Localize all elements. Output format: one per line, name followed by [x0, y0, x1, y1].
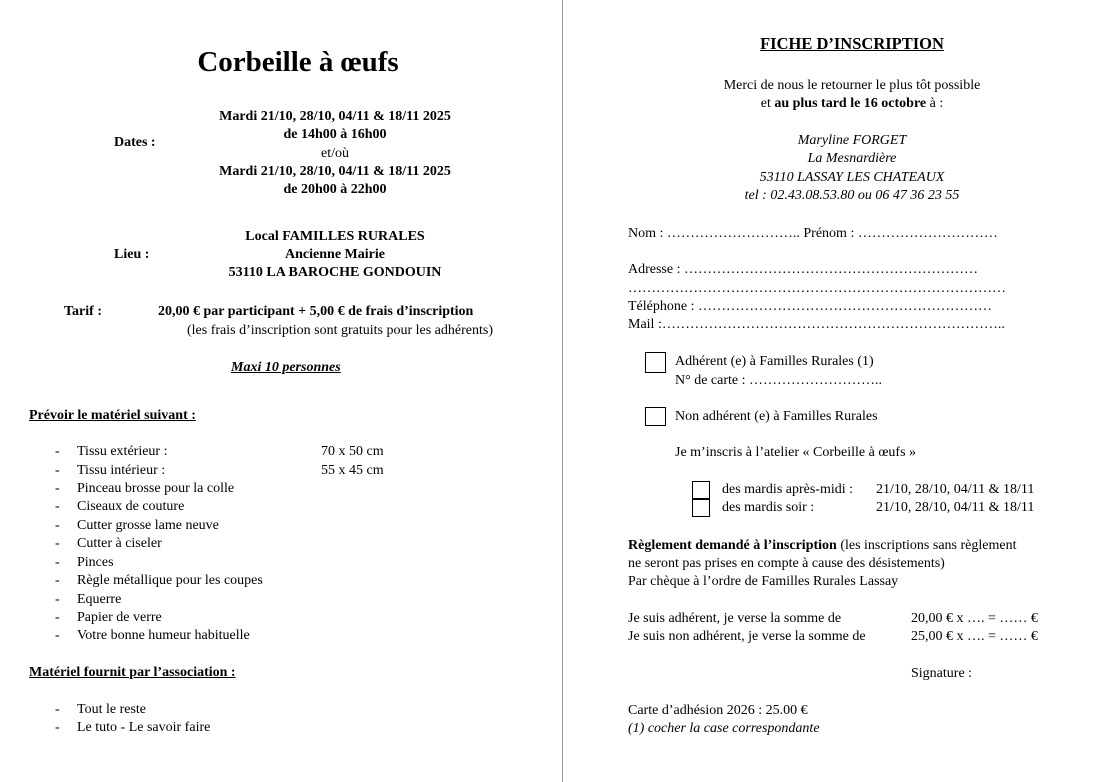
- option-apres-midi-checkbox[interactable]: [692, 481, 710, 499]
- form-title: FICHE D’INSCRIPTION: [760, 34, 944, 53]
- adresse-field-2[interactable]: ………………………………………………………………………: [628, 281, 1006, 296]
- nom-prenom-field[interactable]: Nom : ……………………….. Prénom : …………………………: [628, 226, 998, 241]
- carte-number-field[interactable]: N° de carte : ………………………..: [675, 373, 883, 388]
- list-item-dimension: 70 x 50 cm: [321, 444, 384, 459]
- non-adherent-label: Non adhérent (e) à Familles Rurales: [675, 409, 878, 424]
- date-line: et/où: [321, 146, 349, 161]
- telephone-field[interactable]: Téléphone : ………………………………………………………: [628, 299, 992, 314]
- list-item: Règle métallique pour les coupes: [77, 573, 263, 588]
- date-line: Mardi 21/10, 28/10, 04/11 & 18/11 2025: [219, 109, 451, 124]
- list-item: Ciseaux de couture: [77, 499, 185, 514]
- list-item: Le tuto - Le savoir faire: [77, 720, 211, 735]
- bullet: -: [55, 481, 60, 496]
- list-item: Tout le reste: [77, 702, 146, 717]
- dates-label: Dates :: [114, 135, 156, 150]
- reglement-text: (les inscriptions sans règlement: [836, 538, 1017, 553]
- adresse-field[interactable]: Adresse : ………………………………………………………: [628, 262, 978, 277]
- contact-name: Maryline FORGET: [797, 133, 907, 148]
- list-item-dimension: 55 x 45 cm: [321, 463, 384, 478]
- bullet: -: [55, 555, 60, 570]
- non-adherent-checkbox[interactable]: [645, 407, 666, 426]
- bullet: -: [55, 610, 60, 625]
- intro-suffix: à :: [926, 96, 944, 111]
- inscription-line: Je m’inscris à l’atelier « Corbeille à œufs »: [675, 445, 917, 460]
- option-apres-midi-label: des mardis après-midi :: [722, 482, 854, 497]
- contact-line: 53110 LASSAY LES CHATEAUX: [759, 170, 945, 185]
- bullet: -: [55, 518, 60, 533]
- tarif-value: 20,00 € par participant + 5,00 € de frais d’inscription: [158, 304, 474, 319]
- bullet: -: [55, 573, 60, 588]
- mail-field[interactable]: Mail :………………………………………………………………..: [628, 317, 1005, 332]
- signature-label[interactable]: Signature :: [911, 666, 973, 681]
- non-adherent-payment-line: Je suis non adhérent, je verse la somme de: [628, 629, 866, 644]
- option-soir-dates: 21/10, 28/10, 04/11 & 18/11: [876, 500, 1035, 515]
- bullet: -: [55, 628, 60, 643]
- reglement-line-3: Par chèque à l’ordre de Familles Rurales Lassay: [628, 574, 899, 589]
- carte-adhesion-price: Carte d’adhésion 2026 : 25.00 €: [628, 703, 808, 718]
- option-soir-label: des mardis soir :: [722, 500, 815, 515]
- list-item: Tissu intérieur :: [77, 463, 166, 478]
- intro-prefix: et: [760, 96, 775, 111]
- contact-phone: tel : 02.43.08.53.80 ou 06 47 36 23 55: [744, 188, 960, 203]
- adherent-label: Adhérent (e) à Familles Rurales (1): [675, 354, 874, 369]
- adherent-payment-line: Je suis adhérent, je verse la somme de: [628, 611, 842, 626]
- intro-line-2: [652, 95, 1052, 113]
- intro-line-1: Merci de nous le retourner le plus tôt possible: [723, 78, 981, 93]
- non-adherent-payment-amount[interactable]: 25,00 € x …. = …… €: [911, 629, 1038, 644]
- lieu-line: 53110 LA BAROCHE GONDOUIN: [228, 265, 442, 280]
- option-soir-checkbox[interactable]: [692, 499, 710, 517]
- maxi-personnes: Maxi 10 personnes: [231, 360, 341, 375]
- list-item: Papier de verre: [77, 610, 162, 625]
- bullet: -: [55, 702, 60, 717]
- date-line: de 14h00 à 16h00: [283, 127, 387, 142]
- list-item: Pinceau brosse pour la colle: [77, 481, 235, 496]
- reglement-heading: Règlement demandé à l’inscription: [628, 538, 837, 553]
- lieu-label: Lieu :: [114, 247, 150, 262]
- tarif-note: (les frais d’inscription sont gratuits pour les adhérents): [187, 323, 493, 338]
- list-item: Equerre: [77, 592, 122, 607]
- bullet: -: [55, 463, 60, 478]
- date-line: Mardi 21/10, 28/10, 04/11 & 18/11 2025: [219, 164, 451, 179]
- materiel-title: Prévoir le matériel suivant :: [29, 408, 196, 423]
- list-item: Cutter grosse lame neuve: [77, 518, 219, 533]
- page-divider: [562, 0, 563, 782]
- deadline: au plus tard le 16 octobre: [774, 96, 927, 111]
- option-apres-midi-dates: 21/10, 28/10, 04/11 & 18/11: [876, 482, 1035, 497]
- adherent-checkbox[interactable]: [645, 352, 666, 373]
- list-item: Pinces: [77, 555, 114, 570]
- list-item: Cutter à ciseler: [77, 536, 162, 551]
- contact-line: La Mesnardière: [807, 151, 897, 166]
- list-item: Tissu extérieur :: [77, 444, 168, 459]
- page-title: Corbeille à œufs: [197, 46, 399, 78]
- bullet: -: [55, 499, 60, 514]
- reglement-line-2: ne seront pas prises en compte à cause des désistements): [628, 556, 945, 571]
- date-line: de 20h00 à 22h00: [283, 182, 387, 197]
- list-item: Votre bonne humeur habituelle: [77, 628, 250, 643]
- footnote: (1) cocher la case correspondante: [628, 721, 820, 736]
- fourni-title: Matériel fournit par l’association :: [29, 665, 236, 680]
- bullet: -: [55, 536, 60, 551]
- bullet: -: [55, 444, 60, 459]
- adherent-payment-amount[interactable]: 20,00 € x …. = …… €: [911, 611, 1038, 626]
- reglement-line-1: [628, 537, 1016, 555]
- bullet: -: [55, 720, 60, 735]
- lieu-line: Local FAMILLES RURALES: [245, 229, 425, 244]
- lieu-line: Ancienne Mairie: [285, 247, 385, 262]
- tarif-label: Tarif :: [64, 304, 102, 319]
- bullet: -: [55, 592, 60, 607]
